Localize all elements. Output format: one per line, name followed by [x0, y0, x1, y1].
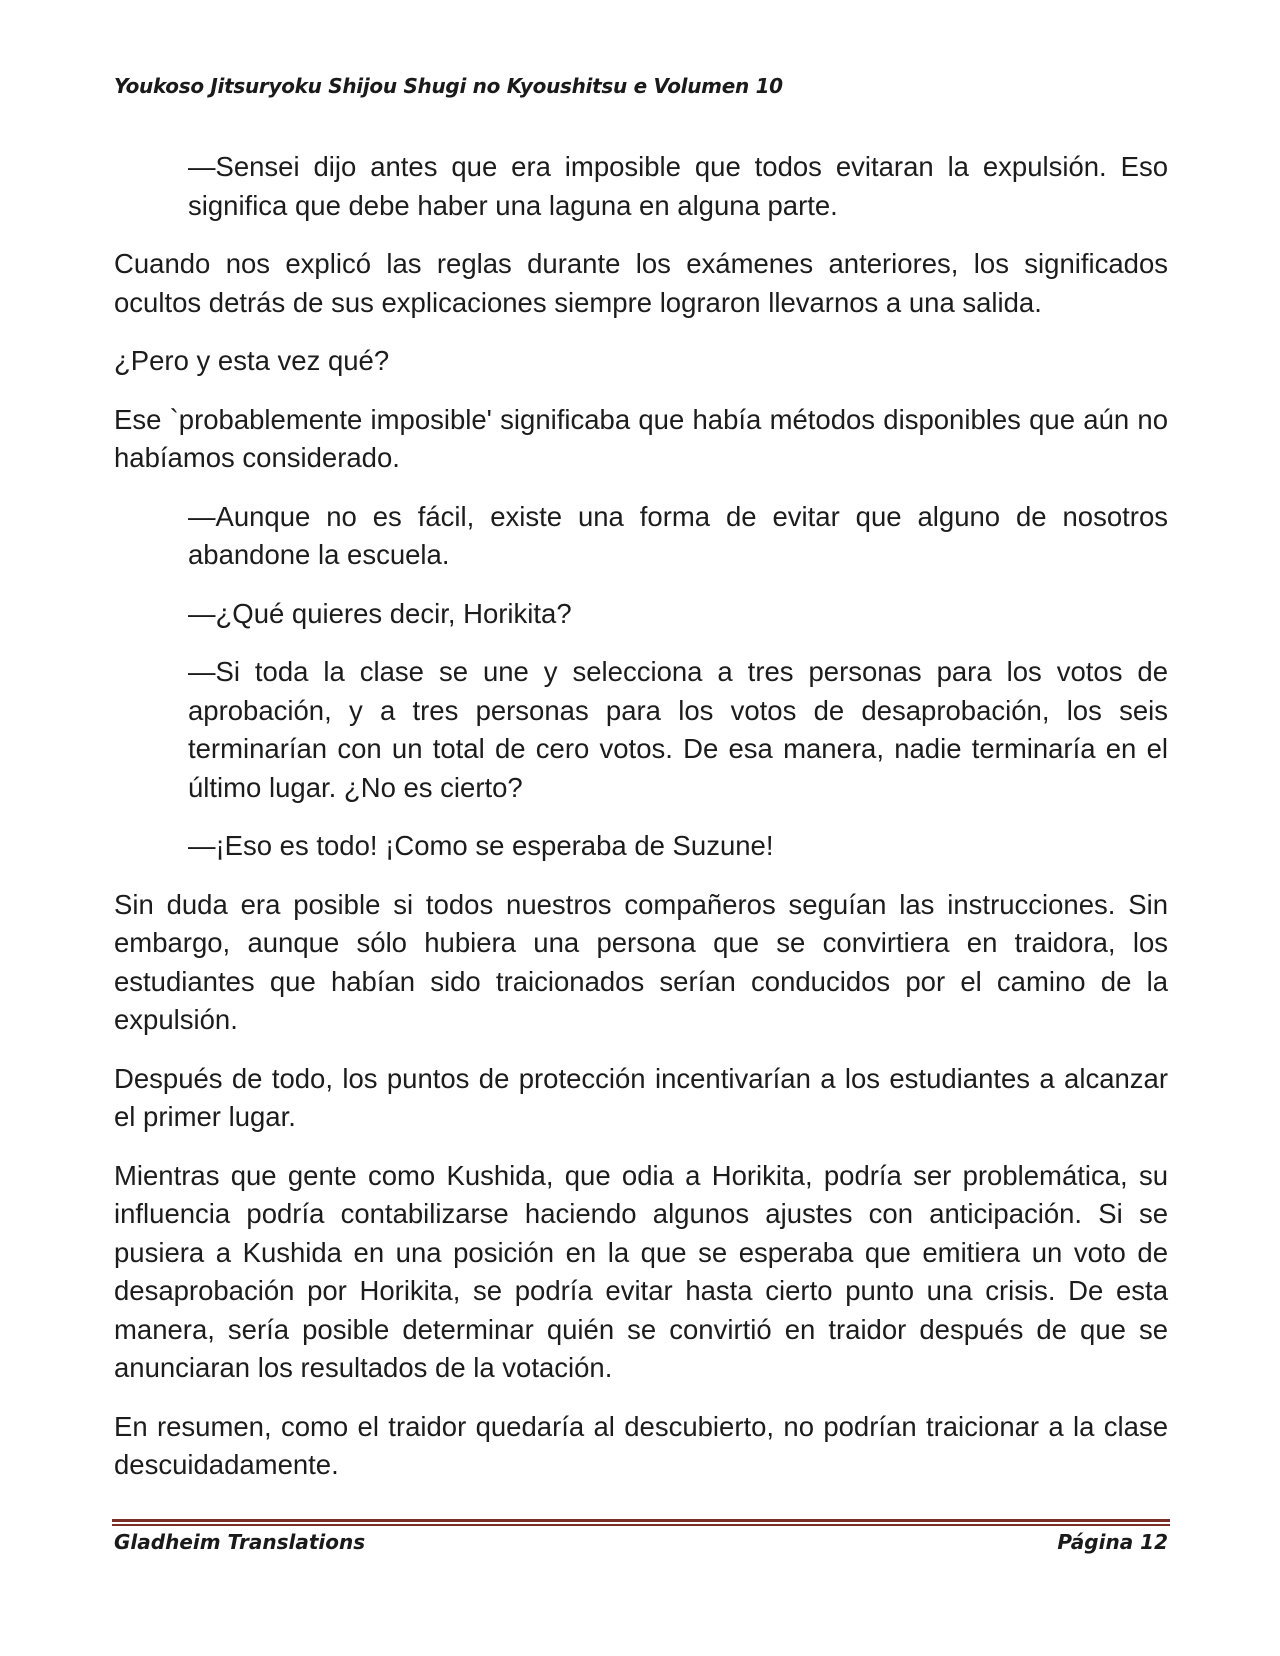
paragraph-narration: Después de todo, los puntos de protección incentivarían a los estudiantes a alcanzar el primer lugar.	[114, 1062, 1168, 1132]
paragraph-narration: En resumen, como el traidor quedaría al descubierto, no podrían traicionar a la clase descuidadamente.	[114, 1410, 1168, 1480]
footer-divider	[112, 1519, 1170, 1522]
paragraph-dialogue: —¡Eso es todo! ¡Como se esperaba de Suzune!	[188, 830, 774, 861]
paragraph-narration: Mientras que gente como Kushida, que odia a Horikita, podría ser problemática, su influencia podría contabilizarse haciendo algunos ajustes con anticipación. Si se pusiera a Kushida en una posición en la que se esperaba que emitiera un voto de desaprobación por Horikita, se podría evitar hasta cierto punto una crisis. De esta manera, sería posible determinar quién se convirtió en traidor después de que se anunciaran los resultados de la votación.	[114, 1159, 1168, 1383]
paragraph-narration: Sin duda era posible si todos nuestros compañeros seguían las instrucciones. Sin embargo, aunque sólo hubiera una persona que se convirtiera en traidora, los estudiantes que habían sido traicionados serían conducidos por el camino de la expulsión.	[114, 888, 1168, 1035]
page-header-title: Youkoso Jitsuryoku Shijou Shugi no Kyoushitsu e Volumen 10	[114, 74, 783, 98]
paragraph-narration: ¿Pero y esta vez qué?	[114, 345, 390, 376]
footer-divider-thin	[112, 1524, 1170, 1526]
footer-publisher: Gladheim Translations	[114, 1530, 366, 1554]
paragraph-dialogue: —Si toda la clase se une y selecciona a tres personas para los votos de aprobación, y a tres personas para los votos de desaprobación, los seis terminarían con un total de cero votos. De esa manera, nadie terminaría en el último lugar. ¿No es cierto?	[188, 656, 1168, 803]
paragraph-narration: Cuando nos explicó las reglas durante los exámenes anteriores, los significados ocultos detrás de sus explicaciones siempre lograron llevarnos a una salida.	[114, 248, 1168, 318]
page-body	[114, 148, 1168, 1505]
paragraph-dialogue: —¿Qué quieres decir, Horikita?	[188, 597, 572, 629]
paragraph-dialogue: —Sensei dijo antes que era imposible que todos evitaran la expulsión. Eso significa que debe haber una laguna en alguna parte.	[188, 151, 1168, 221]
footer-page-number: Página 12	[1057, 1530, 1168, 1554]
paragraph-dialogue: —Aunque no es fácil, existe una forma de evitar que alguno de nosotros abandone la escuela.	[188, 500, 1168, 570]
paragraph-narration: Ese `probablemente imposible' significaba que había métodos disponibles que aún no habíamos considerado.	[114, 403, 1168, 473]
